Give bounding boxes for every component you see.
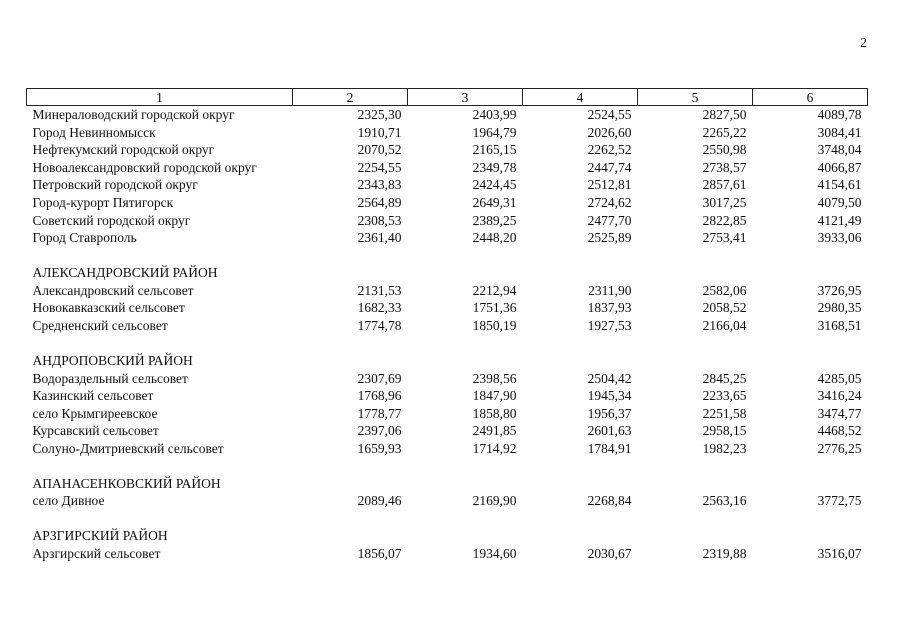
value-cell-col4: 1945,34: [587, 388, 632, 404]
value-cell-col4: 2477,70: [587, 212, 632, 228]
value-cell-col3: 2424,45: [472, 177, 517, 193]
value-cell-col4: 1956,37: [587, 405, 632, 421]
spacer-row: [27, 510, 868, 527]
value-cell-col3: 2649,31: [472, 194, 517, 210]
value-cell-col5: 2582,06: [702, 282, 747, 298]
value-cell-col5: 2233,65: [702, 388, 747, 404]
value-cell-col4: 2524,55: [587, 107, 632, 122]
table-row: [27, 212, 868, 230]
value-cell-col6: 4066,87: [817, 159, 862, 175]
value-cell-col6: 2980,35: [817, 300, 862, 316]
value-cell-col2: 1778,77: [357, 405, 402, 421]
value-cell-col2: 2307,69: [357, 370, 402, 386]
value-cell-col2: 2070,52: [357, 142, 402, 158]
value-cell-col3: 1847,90: [472, 388, 517, 404]
header-cell-3: 3: [408, 89, 523, 106]
municipality-name: Александровский сельсовет: [32, 282, 194, 298]
value-cell-col3: 2165,15: [472, 142, 517, 158]
value-cell-col2: 2089,46: [357, 493, 402, 509]
value-cell-col2: 2343,83: [357, 177, 402, 193]
value-cell-col4: 2268,84: [587, 493, 632, 509]
table-row: [27, 387, 868, 405]
value-cell-col3: 1934,60: [472, 546, 517, 562]
value-cell-col3: 2169,90: [472, 493, 517, 509]
municipality-name: Солуно-Дмитриевский сельсовет: [32, 440, 224, 456]
table-row: [27, 229, 868, 247]
table-row: [27, 176, 868, 194]
value-cell-col5: 2319,88: [702, 546, 747, 562]
spacer-cell: [27, 510, 868, 527]
data-table: [26, 88, 868, 563]
value-cell-col6: 4089,78: [817, 107, 862, 122]
spacer-cell: [27, 247, 868, 264]
table-row: [27, 106, 868, 124]
header-cell-2: 2: [293, 89, 408, 106]
table-row: [27, 159, 868, 177]
district-title: АРЗГИРСКИЙ РАЙОН: [32, 528, 168, 544]
municipality-name: Город Невинномысск: [32, 124, 156, 140]
header-cell-6: 6: [753, 89, 868, 106]
header-cell-1: 1: [27, 89, 293, 106]
spacer-row: [27, 457, 868, 474]
municipality-name: село Дивное: [32, 493, 105, 509]
table-row: [27, 545, 868, 563]
value-cell-col2: 1910,71: [357, 124, 402, 140]
spacer-cell: [27, 457, 868, 474]
value-cell-col6: 4079,50: [817, 194, 862, 210]
value-cell-col5: 2822,85: [702, 212, 747, 228]
value-cell-col4: 2724,62: [587, 194, 632, 210]
value-cell-col4: 2311,90: [588, 282, 632, 298]
value-cell-col2: 1774,78: [357, 317, 402, 333]
value-cell-col6: 3416,24: [817, 388, 862, 404]
value-cell-col2: 2397,06: [357, 423, 402, 439]
value-cell-col3: 1714,92: [472, 440, 517, 456]
table-row: [27, 299, 868, 317]
value-cell-col6: 3772,75: [817, 493, 862, 509]
value-cell-col6: 3748,04: [817, 142, 862, 158]
table-row: [27, 282, 868, 300]
municipality-name: Минераловодский городской округ: [32, 107, 235, 122]
municipality-name: Советский городской округ: [32, 212, 191, 228]
value-cell-col5: 2857,61: [702, 177, 747, 193]
municipality-name: Новокавказский сельсовет: [32, 300, 185, 316]
value-cell-col5: 2738,57: [702, 159, 747, 175]
value-cell-col5: 2265,22: [702, 124, 747, 140]
district-title: АПАНАСЕНКОВСКИЙ РАЙОН: [32, 475, 221, 491]
value-cell-col2: 2361,40: [357, 230, 402, 246]
value-cell-col5: 2845,25: [702, 370, 747, 386]
value-cell-col5: 3017,25: [702, 194, 747, 210]
value-cell-col3: 2389,25: [472, 212, 517, 228]
value-cell-col5: 2251,58: [702, 405, 747, 421]
value-cell-col6: 4468,52: [817, 423, 862, 439]
value-cell-col4: 2504,42: [587, 370, 632, 386]
value-cell-col3: 2491,85: [472, 423, 517, 439]
value-cell-col6: 3168,51: [817, 317, 862, 333]
value-cell-col3: 1850,19: [472, 317, 517, 333]
district-title: АНДРОПОВСКИЙ РАЙОН: [32, 352, 193, 368]
value-cell-col2: 1856,07: [357, 546, 402, 562]
value-cell-col6: 3516,07: [817, 546, 862, 562]
municipality-name: Город Ставрополь: [32, 230, 137, 246]
value-cell-col4: 2262,52: [587, 142, 632, 158]
value-cell-col6: 3084,41: [817, 124, 862, 140]
value-cell-col3: 2448,20: [472, 230, 517, 246]
value-cell-col6: 4285,05: [817, 370, 862, 386]
header-cell-4: 4: [523, 89, 638, 106]
value-cell-col3: 2398,56: [472, 370, 517, 386]
value-cell-col3: 1858,80: [472, 405, 517, 421]
municipality-name: село Крымгиреевское: [32, 405, 158, 421]
value-cell-col2: 2325,30: [357, 107, 402, 122]
value-cell-col2: 2254,55: [357, 159, 402, 175]
value-cell-col3: 1964,79: [472, 124, 517, 140]
district-heading-row: [27, 352, 868, 370]
value-cell-col5: 2753,41: [702, 230, 747, 246]
table-row: [27, 141, 868, 159]
value-cell-col4: 2512,81: [587, 177, 632, 193]
municipality-name: Новоалександровский городской округ: [32, 159, 257, 175]
table-row: [27, 317, 868, 335]
district-heading-row: [27, 264, 868, 282]
municipality-name: Арзгирский сельсовет: [32, 546, 161, 562]
value-cell-col2: 1659,93: [357, 440, 402, 456]
value-cell-col4: 2447,74: [587, 159, 632, 175]
value-cell-col5: 1982,23: [702, 440, 747, 456]
page-number: 2: [860, 36, 867, 51]
value-cell-col6: 4121,49: [817, 212, 862, 228]
value-cell-col3: 2212,94: [472, 282, 517, 298]
value-cell-col6: 3474,77: [817, 405, 862, 421]
value-cell-col2: 2564,89: [357, 194, 402, 210]
value-cell-col2: 2308,53: [357, 212, 402, 228]
value-cell-col3: 2349,78: [472, 159, 517, 175]
value-cell-col5: 2550,98: [702, 142, 747, 158]
value-cell-col4: 2026,60: [587, 124, 632, 140]
value-cell-col5: 2563,16: [702, 493, 747, 509]
value-cell-col5: 2166,04: [702, 317, 747, 333]
value-cell-col4: 2525,89: [587, 230, 632, 246]
value-cell-col6: 2776,25: [817, 440, 862, 456]
header-cell-5: 5: [638, 89, 753, 106]
value-cell-col4: 1927,53: [587, 317, 632, 333]
value-cell-col5: 2827,50: [702, 107, 747, 122]
table-row: [27, 370, 868, 388]
table-row: [27, 405, 868, 423]
value-cell-col5: 2058,52: [702, 300, 747, 316]
table-row: [27, 124, 868, 142]
value-cell-col4: 1837,93: [587, 300, 632, 316]
value-cell-col6: 3726,95: [817, 282, 862, 298]
municipality-name: Казинский сельсовет: [32, 388, 154, 404]
table-row: [27, 440, 868, 458]
header-row: [27, 89, 868, 106]
table-row: [27, 194, 868, 212]
value-cell-col5: 2958,15: [702, 423, 747, 439]
table-row: [27, 492, 868, 510]
value-cell-col3: 2403,99: [472, 107, 517, 122]
value-cell-col3: 1751,36: [472, 300, 517, 316]
district-heading-row: [27, 527, 868, 545]
value-cell-col4: 2601,63: [587, 423, 632, 439]
value-cell-col6: 3933,06: [817, 230, 862, 246]
value-cell-col4: 2030,67: [587, 546, 632, 562]
municipality-name: Петровский городской округ: [32, 177, 198, 193]
municipality-name: Нефтекумский городской округ: [32, 142, 215, 158]
table-row: [27, 422, 868, 440]
municipality-name: Средненский сельсовет: [32, 317, 168, 333]
spacer-row: [27, 247, 868, 264]
table-body: [27, 106, 868, 563]
value-cell-col2: 2131,53: [357, 282, 402, 298]
district-title: АЛЕКСАНДРОВСКИЙ РАЙОН: [32, 265, 218, 281]
district-heading-row: [27, 475, 868, 493]
spacer-row: [27, 335, 868, 352]
spacer-cell: [27, 335, 868, 352]
municipality-name: Водораздельный сельсовет: [32, 370, 188, 386]
value-cell-col2: 1682,33: [357, 300, 402, 316]
municipality-name: Город-курорт Пятигорск: [32, 194, 174, 210]
municipality-name: Курсавский сельсовет: [32, 423, 159, 439]
value-cell-col2: 1768,96: [357, 388, 402, 404]
value-cell-col6: 4154,61: [817, 177, 862, 193]
value-cell-col4: 1784,91: [587, 440, 632, 456]
